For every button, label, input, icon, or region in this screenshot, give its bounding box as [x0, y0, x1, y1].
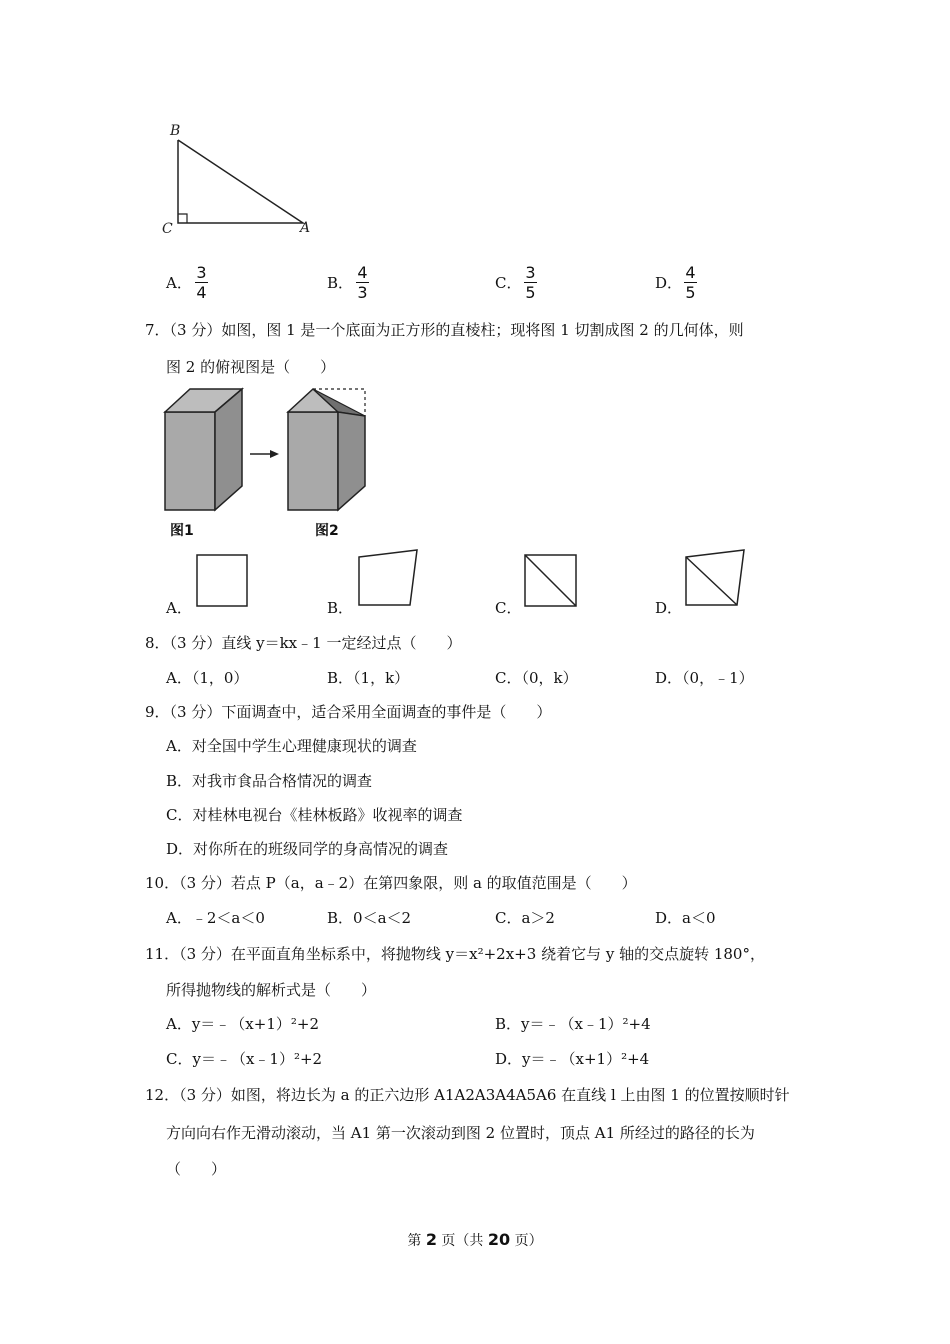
vertex-c-label: C: [162, 221, 173, 237]
prism-figure: [160, 382, 380, 512]
q11-stem-line2: 所得抛物线的解析式是（ ）: [166, 981, 377, 999]
q9-stem: 9．（3 分）下面调查中，适合采用全面调查的事件是（ ）: [145, 703, 552, 721]
q7-option-d-label: D．: [655, 599, 683, 617]
q11-option-a: A．y＝﹣（x+1）²+2: [166, 1015, 320, 1033]
q7-option-a-square: [195, 553, 251, 609]
q10-option-b: B．0＜a＜2: [327, 909, 412, 927]
q8-option-d: D．（0，﹣1）: [655, 669, 754, 687]
q7-stem-line2: 图 2 的俯视图是（ ）: [166, 358, 336, 376]
q12-stem-line2: 方向向右作无滑动滚动，当 A1 第一次滚动到图 2 位置时，顶点 A1 所经过的路径的长为: [166, 1124, 755, 1142]
q7-option-c-label: C．: [495, 599, 522, 617]
page-footer: 第 2 页（共 20 页）: [407, 1230, 543, 1249]
figure-2-label: 图2: [315, 523, 339, 539]
q11-option-d: D．y＝﹣（x+1）²+4: [495, 1050, 650, 1068]
q10-option-c: C．a＞2: [495, 909, 555, 927]
q10-option-d: D．a＜0: [655, 909, 716, 927]
q9-option-c: C．对桂林电视台《桂林板路》收视率的调查: [166, 806, 463, 824]
fraction: 3 4: [196, 263, 207, 302]
right-triangle-figure: [155, 118, 325, 243]
q7-option-a-label: A．: [166, 599, 192, 617]
q8-option-b: B．（1，k）: [327, 669, 410, 687]
vertex-a-label: A: [300, 220, 311, 236]
q9-option-d: D．对你所在的班级同学的身高情况的调查: [166, 840, 449, 858]
q7-option-d-quadrilateral-diagonal: [682, 547, 748, 609]
q11-option-b: B．y＝﹣（x﹣1）²+4: [495, 1015, 651, 1033]
q10-stem: 10．（3 分）若点 P（a，a﹣2）在第四象限，则 a 的取值范围是（ ）: [145, 874, 637, 892]
q8-stem: 8．（3 分）直线 y＝kx﹣1 一定经过点（ ）: [145, 634, 462, 652]
q10-option-a: A．﹣2＜a＜0: [166, 909, 265, 927]
q7-stem-line1: 7．（3 分）如图，图 1 是一个底面为正方形的直棱柱；现将图 1 切割成图 2 的几何体，则: [145, 321, 744, 339]
q8-option-c: C．（0，k）: [495, 669, 578, 687]
fraction: 4 3: [357, 263, 368, 302]
current-page-number: 2: [425, 1230, 437, 1249]
q7-option-b-quadrilateral: [355, 547, 421, 609]
figure-1-label: 图1: [170, 523, 194, 539]
q8-option-a: A．（1，0）: [166, 669, 249, 687]
total-page-number: 20: [487, 1230, 511, 1249]
fraction: 4 5: [685, 263, 696, 302]
vertex-b-label: B: [170, 123, 181, 139]
fraction: 3 5: [525, 263, 536, 302]
q11-option-c: C．y＝﹣（x﹣1）²+2: [166, 1050, 323, 1068]
q12-stem-line3: （ ）: [166, 1160, 227, 1178]
q7-option-b-label: B．: [327, 599, 354, 617]
q9-option-b: B．对我市食品合格情况的调查: [166, 772, 373, 790]
q9-option-a: A．对全国中学生心理健康现状的调查: [166, 737, 417, 755]
q12-stem-line1: 12．（3 分）如图，将边长为 a 的正六边形 A1A2A3A4A5A6 在直线 l 上由图 1 的位置按顺时针: [145, 1086, 790, 1104]
q11-stem-line1: 11．（3 分）在平面直角坐标系中，将抛物线 y＝x²+2x+3 绕着它与 y 轴的交点旋转 180°，: [145, 945, 765, 963]
q7-option-c-square-diagonal: [523, 553, 579, 609]
